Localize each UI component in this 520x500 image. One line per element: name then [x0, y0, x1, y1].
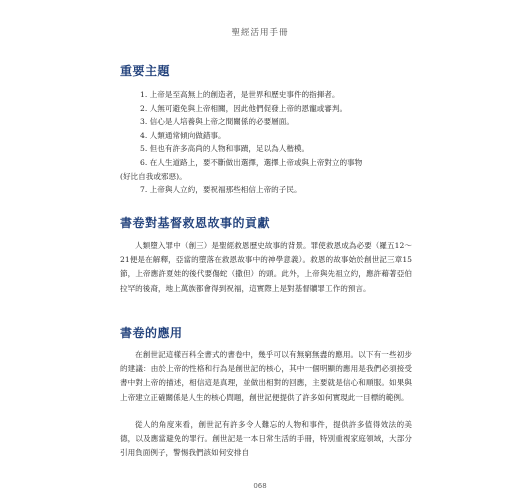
list-item: 2. 人無可避免與上帝相關，因此他們促發上帝的恩寵或審判。	[140, 103, 348, 113]
section-title-contribution: 書卷對基督救恩故事的貢獻	[120, 216, 271, 230]
list-item: 7. 上帝與人立約，要祝福那些相信上帝的子民。	[140, 185, 302, 195]
list-item: 1. 上帝是至高無上的創造者，是世界和歷史事件的指揮者。	[140, 90, 340, 99]
list-item: 3. 信心是人培養與上帝之間關係的必要層面。	[140, 117, 294, 127]
running-head: 聖經活用手冊	[231, 28, 289, 38]
list-item: 5. 但也有許多高尚的人物和事蹟，足以為人楷模。	[140, 144, 310, 154]
list-item: 6. 在人生道路上，要不斷做出選擇，選擇上帝或與上帝對立的事物	[140, 157, 363, 167]
list-item-continuation-text: (好比自我或邪惡)。	[120, 171, 187, 181]
body-paragraph: 人類墮入罪中（創三）是聖經救恩歷史故事的背景。罪使救恩成為必要（羅五12～21便是在解釋，亞當的墮落在救恩故事中的神學意義）。救恩的故事始於創世記三章15節，上帝應許夏娃的後代要傷蛇（撒但）的頭。此外，上帝與先祖立約，應許藉著亞伯拉罕的後裔，地上萬族都會得到祝福，這實際上是對基督贖罪工作的預言。	[120, 241, 412, 293]
page-number: 068	[253, 482, 267, 490]
body-paragraph: 在創世記這樣百科全書式的書卷中，幾乎可以有無窮無盡的應用。以下有一些初步的建議：由於上帝的性格和行為是創世記的核心，其中一個明顯的應用是我們必須接受書中對上帝的描述，相信這是真理，並做出相對的回應，主要就是信心和順服。如果與上帝建立正確關係是人生的核心問題，創世記便提供了許多如何實現此一目標的範例。	[120, 350, 412, 402]
list-item: 4. 人類通常傾向做錯事。	[140, 130, 226, 140]
section-title-application: 書卷的應用	[120, 326, 183, 340]
body-paragraph: 從人的角度來看，創世記有許多令人難忘的人物和事件，提供許多值得效法的美德，以及應當避免的罪行。創世記是一本日常生活的手冊，特別重視家庭領域，大部分引用負面例子，警惕我們該如何安排自	[120, 420, 412, 458]
list-item-continuation	[120, 170, 412, 184]
key-themes-list	[120, 88, 412, 197]
section-title-key-themes: 重要主題	[120, 64, 171, 78]
